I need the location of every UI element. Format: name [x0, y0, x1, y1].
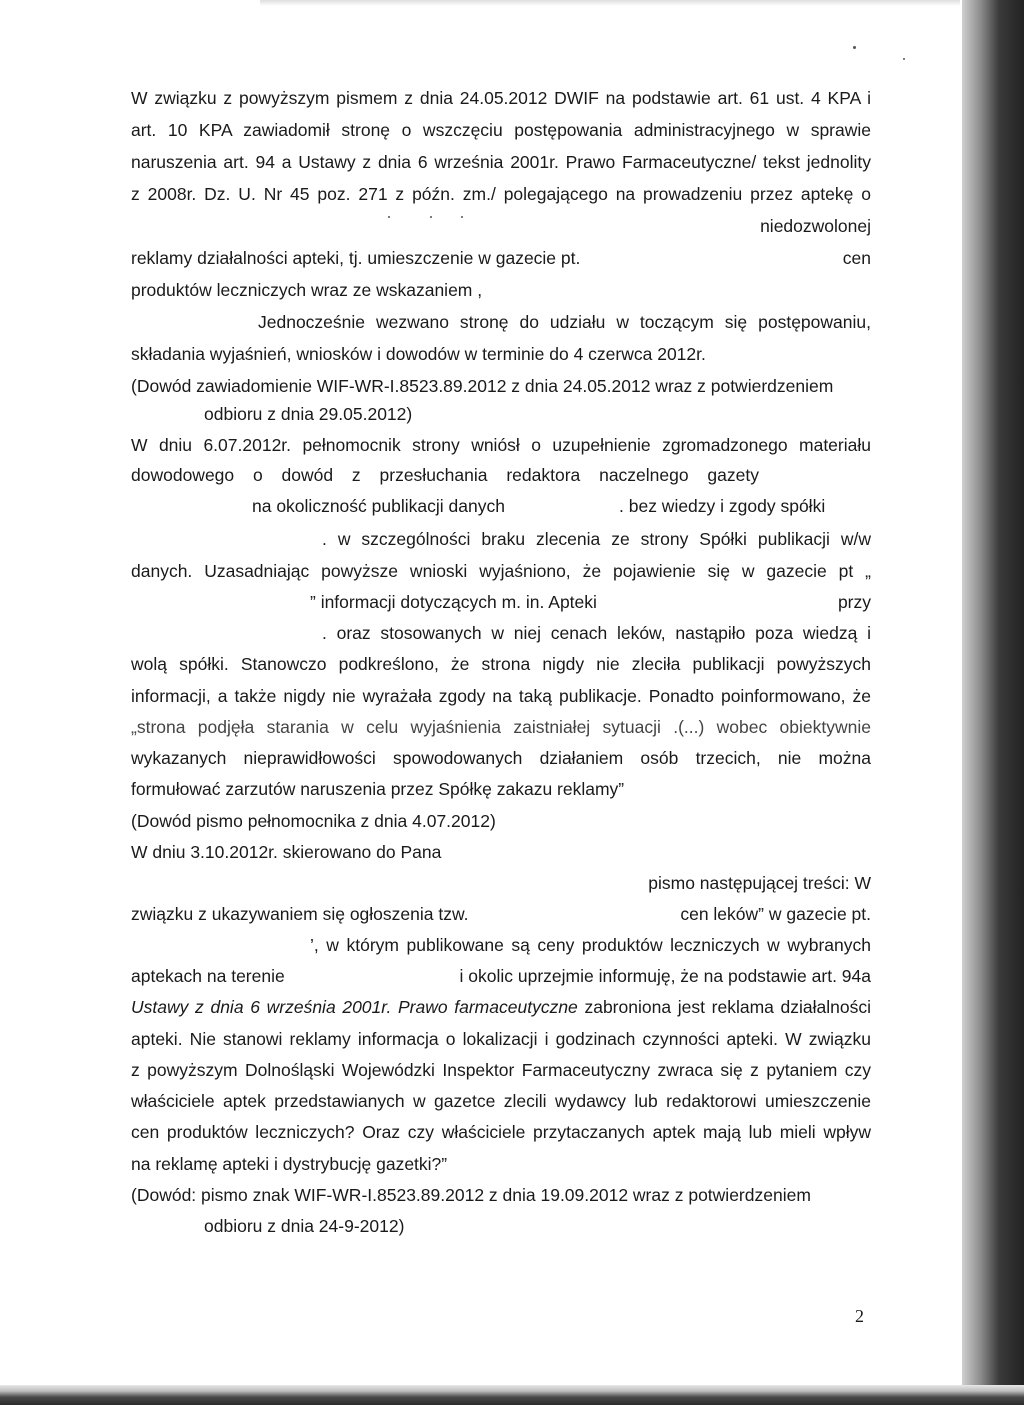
- text-line: ” informacji dotyczących m. in. Apteki przy: [310, 592, 871, 612]
- text-line: apteki. Nie stanowi reklamy informacja o lokalizacji i godzinach czynności apteki. W związku: [131, 1029, 871, 1049]
- text-line: formułować zarzutów naruszenia przez Spółkę zakazu reklamy”: [131, 779, 625, 799]
- scan-speck: [903, 58, 905, 60]
- scan-edge-bottom: [0, 1385, 1024, 1405]
- text-line: danych. Uzasadniając powyższe wnioski wyjaśniono, że pojawienie się w gazecie pt „: [131, 561, 871, 581]
- text-line: . w szczególności braku zlecenia ze strony Spółki publikacji w/w: [322, 529, 871, 549]
- text-line: naruszenia art. 94 a Ustawy z dnia 6 września 2001r. Prawo Farmaceutyczne/ tekst jednolity: [131, 152, 871, 172]
- text-line: Ustawy z dnia 6 września 2001r. Prawo farmaceutyczne zabroniona jest reklama działalności: [131, 997, 872, 1017]
- text-line: . oraz stosowanych w niej cenach leków, nastąpiło poza wiedzą i: [322, 623, 871, 643]
- text-line: na okoliczność publikacji danych . bez wiedzy i zgody spółki: [252, 496, 826, 516]
- text-line: produktów leczniczych wraz ze wskazaniem ,: [131, 280, 483, 300]
- text-line: reklamy działalności apteki, tj. umieszczenie w gazecie pt. cen: [131, 248, 871, 268]
- page-number: 2: [855, 1306, 864, 1326]
- text-line: właściciele aptek przedstawianych w gazetce zlecili wydawcy lub redaktorowi umieszczenie: [131, 1091, 871, 1111]
- text-line: wykazanych nieprawidłowości spowodowanych działaniem osób trzecich, nie można: [131, 748, 871, 768]
- scan-edge-right: [962, 0, 1024, 1405]
- text-line: na reklamę apteki i dystrybucję gazetki?”: [131, 1154, 448, 1174]
- text-line: W dniu 6.07.2012r. pełnomocnik strony wniósł o uzupełnienie zgromadzonego materiału: [131, 435, 871, 455]
- text-line: niedozwolonej: [760, 216, 871, 236]
- text-line: odbioru z dnia 24-9-2012): [204, 1216, 405, 1236]
- text-line: informacji, a także nigdy nie wyrażała zgody na taką publikacje. Ponadto poinformowano, że: [131, 686, 871, 706]
- text-line: (Dowód pismo pełnomocnika z dnia 4.07.2012): [131, 811, 496, 831]
- text-line: ’, w którym publikowane są ceny produktów leczniczych w wybranych: [310, 935, 871, 955]
- text-line: (Dowód zawiadomienie WIF-WR-I.8523.89.2012 z dnia 24.05.2012 wraz z potwierdzeniem: [131, 376, 834, 396]
- text-line: (Dowód: pismo znak WIF-WR-I.8523.89.2012 z dnia 19.09.2012 wraz z potwierdzeniem: [131, 1185, 811, 1205]
- text-line: cen produktów leczniczych? Oraz czy właściciele przytaczanych aptek mają lub mieli wpływ: [131, 1122, 871, 1142]
- text-line: związku z ukazywaniem się ogłoszenia tzw. cen leków” w gazecie pt.: [131, 904, 871, 924]
- scan-speck: [853, 46, 856, 49]
- text-line: Jednocześnie wezwano stronę do udziału w toczącym się postępowaniu,: [258, 312, 871, 332]
- text-line: „strona podjęła starania w celu wyjaśnienia zaistniałej sytuacji .(...) wobec obiektywnie: [131, 717, 871, 737]
- text-line: art. 10 KPA zawiadomił stronę o wszczęciu postępowania administracyjnego w sprawie: [131, 120, 871, 140]
- text-line: pismo następującej treści: W: [648, 873, 871, 893]
- text-line: W związku z powyższym pismem z dnia 24.05.2012 DWIF na podstawie art. 61 ust. 4 KPA i: [131, 88, 871, 108]
- text-line: odbioru z dnia 29.05.2012): [204, 404, 413, 424]
- text-line: z powyższym Dolnośląski Wojewódzki Inspektor Farmaceutyczny zwraca się z pytaniem czy: [131, 1060, 871, 1080]
- scan-edge-top: [260, 0, 960, 6]
- text-line: W dniu 3.10.2012r. skierowano do Pana: [131, 842, 442, 862]
- text-line: aptekach na terenie i okolic uprzejmie informuję, że na podstawie art. 94a: [131, 966, 871, 986]
- text-line: wolą spółki. Stanowczo podkreślono, że strona nigdy nie zleciła publikacji powyższych: [131, 654, 871, 674]
- text-line: składania wyjaśnień, wniosków i dowodów w terminie do 4 czerwca 2012r.: [131, 344, 706, 364]
- text-line: dowodowego o dowód z przesłuchania redaktora naczelnego gazety: [131, 465, 759, 485]
- text-line: z 2008r. Dz. U. Nr 45 poz. 271 z późn. zm./ polegającego na prowadzeniu przez aptekę o: [131, 184, 871, 204]
